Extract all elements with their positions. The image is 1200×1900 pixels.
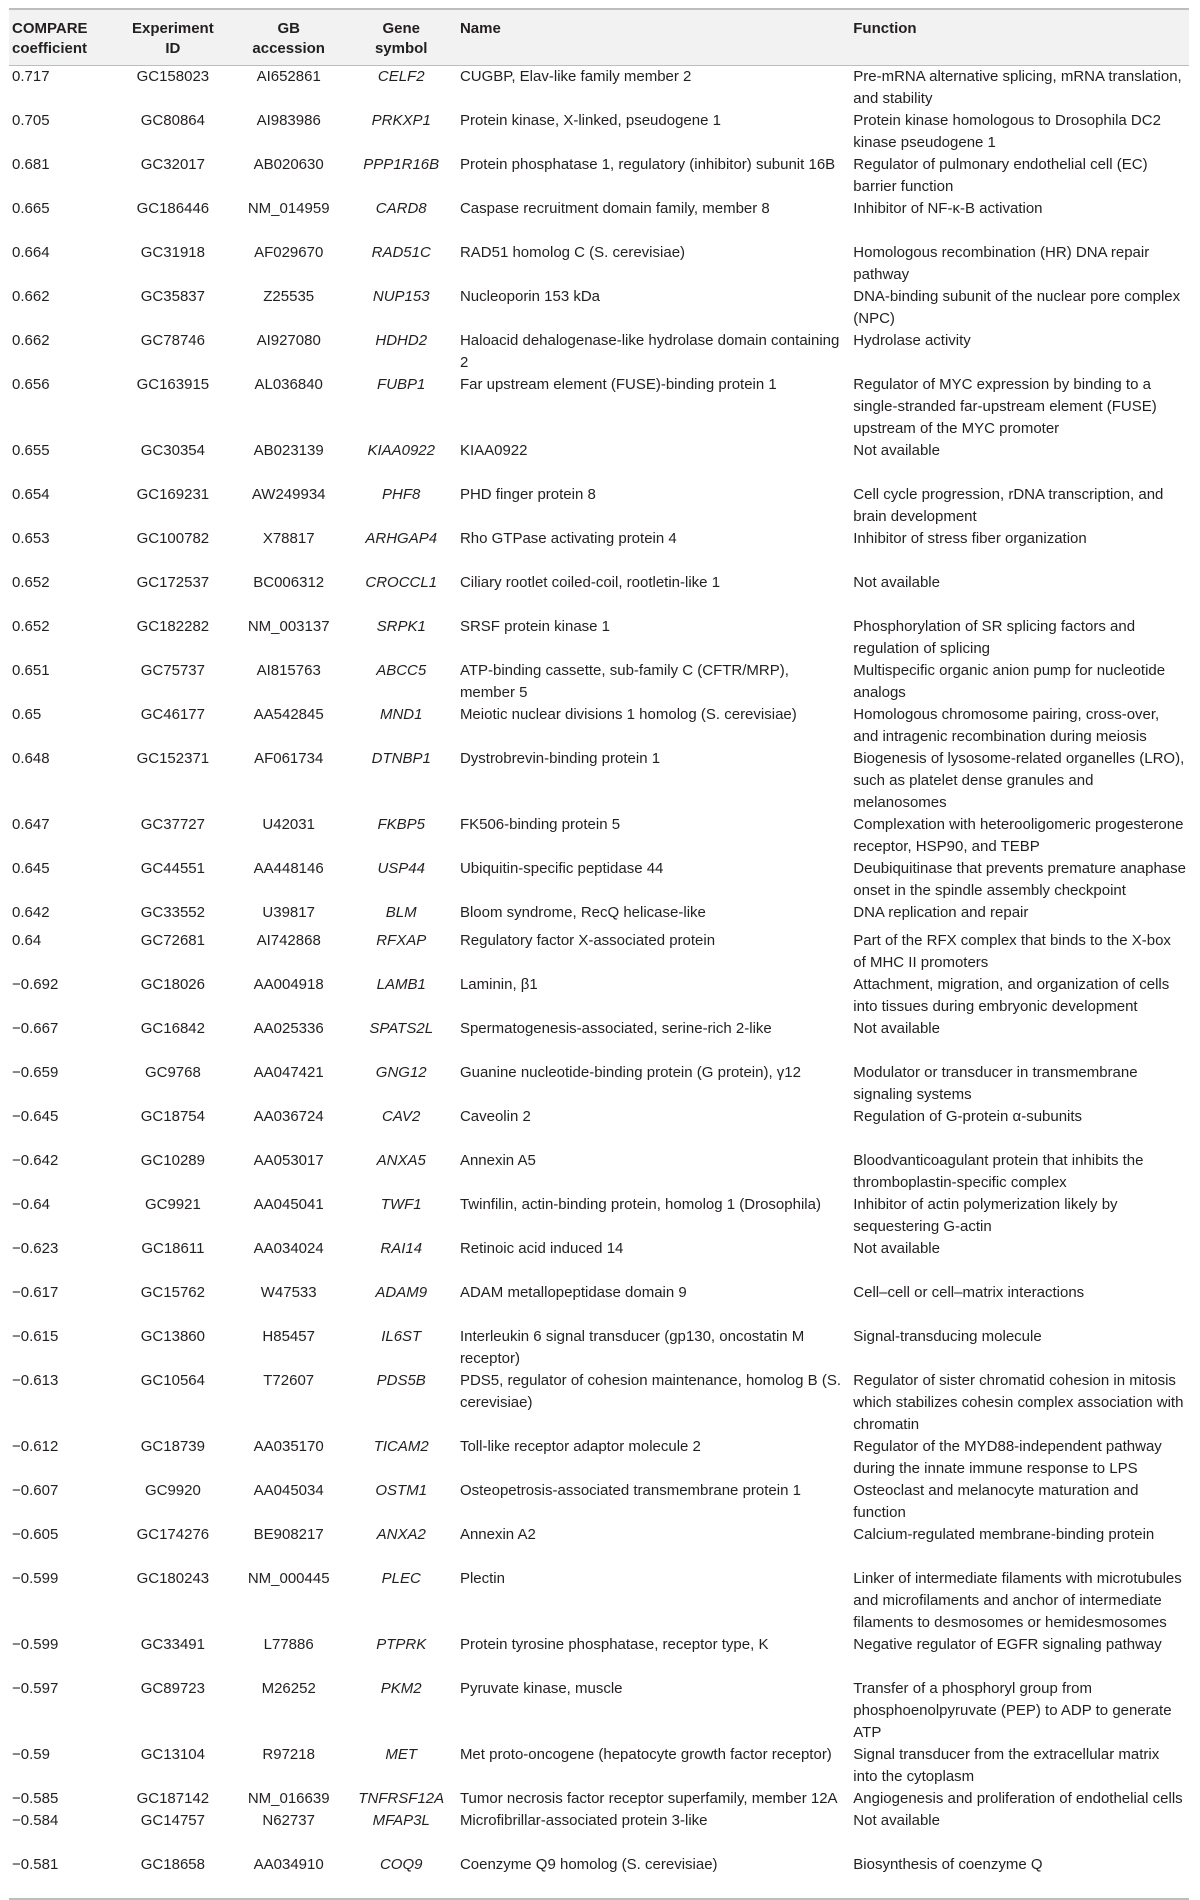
cell-gene-symbol: ADAM9 [375, 1283, 428, 1301]
cell-name: Ciliary rootlet coiled-coil, rootletin-like 1 [459, 573, 721, 591]
cell-name: Bloom syndrome, RecQ helicase-like [459, 903, 706, 921]
cell-compare-coefficient: 0.717 [12, 67, 50, 85]
cell-compare-coefficient: 0.664 [12, 243, 50, 261]
cell-function: Inhibitor of NF-κ-B activation [853, 199, 1043, 217]
cell-experiment-id: GC180243 [136, 1569, 210, 1587]
table-row [9, 1436, 1189, 1480]
cell-function: Pre-mRNA alternative splicing, mRNA translation, and stability [853, 67, 1182, 107]
header-line: accession [252, 40, 325, 57]
cell-function: Deubiquitinase that prevents premature anaphase onset in the spindle assembly checkpoint [853, 859, 1186, 899]
cell-compare-coefficient: −0.692 [12, 975, 59, 993]
cell-experiment-id: GC174276 [136, 1525, 210, 1543]
header-gene-symbol [346, 9, 457, 65]
cell-gene-symbol: SPATS2L [369, 1019, 434, 1037]
cell-gb-accession: X78817 [262, 529, 315, 547]
cell-experiment-id: GC33491 [140, 1635, 205, 1653]
cell-compare-coefficient: 0.64 [12, 931, 42, 949]
table-row [9, 198, 1189, 242]
header-function: Function [853, 20, 917, 37]
cell-function: Calcium-regulated membrane-binding protein [853, 1525, 1155, 1543]
table-row [9, 286, 1189, 330]
header-line: symbol [374, 40, 428, 57]
table-row [9, 1854, 1189, 1899]
cell-compare-coefficient: −0.605 [12, 1525, 59, 1543]
cell-compare-coefficient: 0.647 [12, 815, 50, 833]
cell-gene-symbol: TNFRSF12A [358, 1789, 445, 1807]
cell-name: CUGBP, Elav-like family member 2 [459, 67, 692, 85]
cell-gb-accession: AB020630 [253, 155, 324, 173]
table-row [9, 924, 1189, 974]
cell-compare-coefficient: 0.653 [12, 529, 50, 547]
table-row [9, 484, 1189, 528]
cell-function: Angiogenesis and proliferation of endothelial cells [853, 1789, 1183, 1807]
cell-experiment-id: GC33552 [140, 903, 205, 921]
cell-name: Laminin, β1 [459, 975, 538, 993]
cell-name: Annexin A5 [459, 1151, 536, 1169]
cell-gb-accession: AA036724 [253, 1107, 324, 1125]
cell-gb-accession: AL036840 [254, 375, 323, 393]
cell-experiment-id: GC172537 [136, 573, 210, 591]
header-line: Gene [382, 20, 420, 37]
cell-name: Protein kinase, X-linked, pseudogene 1 [459, 111, 721, 129]
cell-gene-symbol: FKBP5 [377, 815, 425, 833]
cell-experiment-id: GC35837 [140, 287, 205, 305]
cell-experiment-id: GC32017 [140, 155, 205, 173]
cell-gene-symbol: CROCCL1 [365, 573, 438, 591]
table-row [9, 65, 1189, 110]
cell-compare-coefficient: −0.59 [12, 1745, 50, 1763]
cell-name: Guanine nucleotide-binding protein (G protein), γ12 [459, 1063, 801, 1081]
cell-name: Retinoic acid induced 14 [459, 1239, 624, 1257]
table-row [9, 1788, 1189, 1810]
table-row [9, 374, 1189, 440]
cell-compare-coefficient: −0.645 [12, 1107, 59, 1125]
table-row [9, 528, 1189, 572]
cell-compare-coefficient: 0.662 [12, 287, 50, 305]
cell-experiment-id: GC18739 [140, 1437, 205, 1455]
table-row [9, 1568, 1189, 1634]
table-row [9, 1018, 1189, 1062]
cell-gb-accession: AA047421 [253, 1063, 324, 1081]
cell-gb-accession: M26252 [261, 1679, 316, 1697]
cell-compare-coefficient: −0.64 [12, 1195, 50, 1213]
cell-gene-symbol: CAV2 [382, 1107, 421, 1125]
cell-name: Protein tyrosine phosphatase, receptor type, K [459, 1635, 769, 1653]
cell-gene-symbol: KIAA0922 [367, 441, 435, 459]
cell-experiment-id: GC10564 [140, 1371, 205, 1389]
table-row [9, 1238, 1189, 1282]
cell-function: Inhibitor of stress fiber organization [853, 529, 1087, 547]
cell-name: Plectin [459, 1569, 505, 1587]
table-row [9, 1150, 1189, 1194]
cell-function: Signal-transducing molecule [853, 1327, 1042, 1345]
cell-compare-coefficient: 0.65 [12, 705, 42, 723]
table-row [9, 1678, 1189, 1744]
cell-gene-symbol: PRKXP1 [371, 111, 431, 129]
cell-function: Biosynthesis of coenzyme Q [850, 1854, 1189, 1899]
cell-function: Homologous chromosome pairing, cross-over, and intragenic recombination during meiosis [853, 705, 1160, 745]
cell-experiment-id: GC13104 [140, 1745, 205, 1763]
cell-gene-symbol: HDHD2 [375, 331, 428, 349]
table-row [9, 1634, 1189, 1678]
cell-function: Protein kinase homologous to Drosophila DC2 kinase pseudogene 1 [853, 111, 1161, 151]
cell-gene-symbol: CARD8 [375, 199, 427, 217]
cell-gb-accession: W47533 [260, 1283, 317, 1301]
cell-name: Dystrobrevin-binding protein 1 [459, 749, 661, 767]
cell-gene-symbol: ARHGAP4 [365, 529, 438, 547]
cell-function: Not available [853, 1811, 940, 1829]
cell-gb-accession: R97218 [262, 1745, 315, 1763]
cell-function: Biogenesis of lysosome-related organelles (LRO), such as platelet dense granules and melanosomes [853, 749, 1185, 811]
cell-gb-accession: BE908217 [253, 1525, 324, 1543]
cell-compare-coefficient: −0.642 [12, 1151, 59, 1169]
cell-function: Inhibitor of actin polymerization likely by sequestering G-actin [853, 1195, 1118, 1235]
cell-function: Modulator or transducer in transmembrane signaling systems [853, 1063, 1138, 1103]
table-row [9, 440, 1189, 484]
cell-gene-symbol: RAD51C [371, 243, 431, 261]
cell-name: Regulatory factor X-associated protein [459, 931, 716, 949]
gene-table [9, 8, 1189, 1900]
cell-name: Haloacid dehalogenase-like hydrolase domain containing 2 [459, 331, 840, 371]
table-row [9, 1744, 1189, 1788]
table-row [9, 660, 1189, 704]
cell-function: Phosphorylation of SR splicing factors and regulation of splicing [853, 617, 1136, 657]
cell-name: Meiotic nuclear divisions 1 homolog (S. cerevisiae) [459, 705, 797, 723]
cell-function: Not available [853, 1019, 940, 1037]
cell-experiment-id: GC9921 [144, 1195, 201, 1213]
cell-name: Tumor necrosis factor receptor superfamily, member 12A [459, 1789, 838, 1807]
cell-experiment-id: GC100782 [136, 529, 210, 547]
cell-compare-coefficient: 0.642 [12, 903, 50, 921]
cell-compare-coefficient: −0.613 [12, 1371, 59, 1389]
cell-experiment-id: GC158023 [136, 67, 210, 85]
cell-name: ADAM metallopeptidase domain 9 [459, 1283, 687, 1301]
cell-experiment-id: GC10289 [140, 1151, 205, 1169]
table-row [9, 1282, 1189, 1326]
header-line: GB [277, 20, 300, 37]
cell-experiment-id: GC152371 [136, 749, 210, 767]
cell-function: Cell cycle progression, rDNA transcription, and brain development [853, 485, 1164, 525]
cell-experiment-id: GC18611 [141, 1239, 205, 1257]
cell-compare-coefficient: −0.615 [12, 1327, 59, 1345]
table-row [9, 1810, 1189, 1854]
cell-gb-accession: AA045041 [253, 1195, 324, 1213]
cell-name: PHD finger protein 8 [459, 485, 596, 503]
cell-experiment-id: GC18026 [140, 975, 205, 993]
cell-experiment-id: GC44551 [140, 859, 205, 877]
header-name: Name [459, 20, 501, 37]
cell-gene-symbol: PKM2 [380, 1679, 422, 1697]
cell-gene-symbol: GNG12 [375, 1063, 427, 1081]
cell-compare-coefficient: −0.585 [12, 1789, 59, 1807]
table-row [9, 704, 1189, 748]
cell-compare-coefficient: 0.705 [12, 111, 50, 129]
cell-compare-coefficient: 0.681 [12, 155, 50, 173]
cell-function: Regulation of G-protein α-subunits [853, 1107, 1083, 1125]
cell-function: Signal transducer from the extracellular matrix into the cytoplasm [853, 1745, 1160, 1785]
cell-experiment-id: GC15762 [140, 1283, 205, 1301]
cell-compare-coefficient: 0.652 [12, 617, 50, 635]
table-row [9, 748, 1189, 814]
cell-gb-accession: U42031 [262, 815, 315, 833]
cell-function: DNA replication and repair [853, 903, 1029, 921]
cell-gb-accession: BC006312 [253, 573, 325, 591]
cell-gene-symbol: TWF1 [380, 1195, 422, 1213]
cell-gb-accession: AI742868 [256, 931, 321, 949]
cell-gene-symbol: RAI14 [380, 1239, 423, 1257]
table-row [9, 1370, 1189, 1436]
table-row [9, 974, 1189, 1018]
table-row [9, 858, 1189, 902]
cell-name: Coenzyme Q9 homolog (S. cerevisiae) [457, 1854, 850, 1899]
cell-gene-symbol: SRPK1 [376, 617, 426, 635]
cell-experiment-id: GC31918 [140, 243, 205, 261]
cell-experiment-id: GC72681 [140, 931, 205, 949]
cell-name: Annexin A2 [459, 1525, 536, 1543]
cell-name: Caspase recruitment domain family, member 8 [459, 199, 770, 217]
table-row [9, 1062, 1189, 1106]
cell-function: Not available [853, 1239, 940, 1257]
cell-experiment-id: GC14757 [140, 1811, 205, 1829]
cell-name: Caveolin 2 [459, 1107, 531, 1125]
table-row [9, 110, 1189, 154]
cell-name: Toll-like receptor adaptor molecule 2 [459, 1437, 701, 1455]
header-gb-accession [232, 9, 346, 65]
header-compare-coefficient [9, 9, 114, 65]
cell-gene-symbol: PTPRK [376, 1635, 427, 1653]
cell-gene-symbol: MFAP3L [372, 1811, 430, 1829]
cell-gb-accession: AI652861 [256, 67, 321, 85]
cell-name: ATP-binding cassette, sub-family C (CFTR/MRP), member 5 [459, 661, 789, 701]
cell-gb-accession: NM_016639 [247, 1789, 330, 1807]
cell-gb-accession: AW249934 [251, 485, 326, 503]
cell-experiment-id: GC16842 [140, 1019, 205, 1037]
cell-function: Attachment, migration, and organization of cells into tissues during embryonic development [853, 975, 1170, 1015]
cell-gene-symbol: ANXA2 [376, 1525, 426, 1543]
cell-experiment-id: GC187142 [136, 1789, 210, 1807]
cell-function: Linker of intermediate filaments with microtubules and microfilaments and anchor of intermediate filaments to desmosomes or hemidesmosomes [853, 1569, 1182, 1631]
cell-function: Hydrolase activity [853, 331, 971, 349]
cell-name: PDS5, regulator of cohesion maintenance, homolog B (S. cerevisiae) [459, 1371, 841, 1411]
cell-gene-symbol: IL6ST [381, 1327, 422, 1345]
header-experiment-id [114, 9, 232, 65]
cell-compare-coefficient: −0.581 [9, 1854, 114, 1899]
cell-gb-accession: AI983986 [256, 111, 321, 129]
cell-gb-accession: AF061734 [254, 749, 324, 767]
cell-experiment-id: GC13860 [140, 1327, 205, 1345]
table-row [9, 154, 1189, 198]
cell-gb-accession: U39817 [262, 903, 315, 921]
cell-gene-symbol: DTNBP1 [371, 749, 431, 767]
cell-name: Ubiquitin-specific peptidase 44 [459, 859, 664, 877]
cell-experiment-id: GC9768 [144, 1063, 201, 1081]
cell-gb-accession: NM_000445 [247, 1569, 330, 1587]
cell-name: RAD51 homolog C (S. cerevisiae) [459, 243, 686, 261]
table-row [9, 572, 1189, 616]
table-row [9, 1326, 1189, 1370]
cell-name: Protein phosphatase 1, regulatory (inhibitor) subunit 16B [459, 155, 836, 173]
cell-name: Microfibrillar-associated protein 3-like [459, 1811, 708, 1829]
cell-experiment-id: GC186446 [136, 199, 210, 217]
cell-experiment-id: GC46177 [140, 705, 205, 723]
cell-name: Interleukin 6 signal transducer (gp130, oncostatin M receptor) [459, 1327, 805, 1367]
cell-name: Met proto-oncogene (hepatocyte growth factor receptor) [459, 1745, 832, 1763]
cell-name: SRSF protein kinase 1 [459, 617, 611, 635]
cell-gb-accession: AI815763 [256, 661, 321, 679]
cell-gb-accession: NM_003137 [247, 617, 330, 635]
cell-compare-coefficient: −0.599 [12, 1569, 59, 1587]
cell-gene-symbol: MND1 [379, 705, 423, 723]
cell-experiment-id: GC163915 [136, 375, 210, 393]
cell-gb-accession: Z25535 [263, 287, 315, 305]
header-line: ID [165, 40, 181, 57]
cell-function: Homologous recombination (HR) DNA repair pathway [853, 243, 1150, 283]
cell-gb-accession: L77886 [263, 1635, 314, 1653]
cell-name: Far upstream element (FUSE)-binding protein 1 [459, 375, 777, 393]
cell-gene-symbol: OSTM1 [375, 1481, 428, 1499]
cell-gene-symbol: ABCC5 [376, 661, 427, 679]
cell-gb-accession: AA448146 [253, 859, 324, 877]
header-row [9, 9, 1189, 65]
cell-gb-accession: AA034910 [232, 1854, 346, 1899]
cell-experiment-id: GC80864 [140, 111, 205, 129]
cell-experiment-id: GC75737 [140, 661, 205, 679]
cell-function: Osteoclast and melanocyte maturation and function [853, 1481, 1139, 1521]
cell-compare-coefficient: −0.597 [12, 1679, 59, 1697]
table-header [9, 9, 1189, 65]
cell-name: Rho GTPase activating protein 4 [459, 529, 677, 547]
cell-compare-coefficient: −0.667 [12, 1019, 59, 1037]
table-row [9, 1524, 1189, 1568]
cell-function: Regulator of the MYD88-independent pathway during the innate immune response to LPS [853, 1437, 1162, 1477]
cell-gb-accession: AA542845 [253, 705, 324, 723]
cell-compare-coefficient: 0.652 [12, 573, 50, 591]
cell-function: Cell–cell or cell–matrix interactions [853, 1283, 1085, 1301]
cell-gb-accession: AF029670 [254, 243, 324, 261]
header-line: COMPARE [12, 20, 88, 37]
cell-gene-symbol: PHF8 [382, 485, 421, 503]
cell-gb-accession: AI927080 [256, 331, 321, 349]
table-body [9, 65, 1189, 1899]
cell-gb-accession: H85457 [262, 1327, 315, 1345]
cell-experiment-id: GC9920 [144, 1481, 201, 1499]
cell-function: Bloodvanticoagulant protein that inhibits the thromboplastin-specific complex [853, 1151, 1144, 1191]
cell-function: Not available [853, 573, 940, 591]
cell-gene-symbol: USP44 [377, 859, 425, 877]
cell-experiment-id: GC182282 [136, 617, 210, 635]
cell-compare-coefficient: 0.648 [12, 749, 50, 767]
cell-name: Pyruvate kinase, muscle [459, 1679, 623, 1697]
cell-experiment-id: GC18754 [140, 1107, 205, 1125]
cell-experiment-id: GC37727 [140, 815, 205, 833]
cell-function: Not available [853, 441, 940, 459]
cell-name: Osteopetrosis-associated transmembrane protein 1 [459, 1481, 801, 1499]
cell-compare-coefficient: 0.662 [12, 331, 50, 349]
cell-function: Regulator of sister chromatid cohesion in mitosis which stabilizes cohesin complex association with chromatin [853, 1371, 1184, 1433]
cell-gene-symbol: CELF2 [377, 67, 425, 85]
cell-function: Multispecific organic anion pump for nucleotide analogs [853, 661, 1166, 701]
cell-gb-accession: N62737 [262, 1811, 315, 1829]
cell-compare-coefficient: 0.655 [12, 441, 50, 459]
table-row [9, 1194, 1189, 1238]
table-row [9, 330, 1189, 374]
cell-gb-accession: AA035170 [253, 1437, 324, 1455]
cell-gene-symbol: NUP153 [372, 287, 430, 305]
cell-gene-symbol: LAMB1 [376, 975, 426, 993]
cell-experiment-id: GC78746 [140, 331, 205, 349]
cell-gb-accession: AA053017 [253, 1151, 324, 1169]
table-row [9, 242, 1189, 286]
cell-gb-accession: AA034024 [253, 1239, 324, 1257]
cell-compare-coefficient: 0.656 [12, 375, 50, 393]
cell-gene-symbol: BLM [385, 903, 417, 921]
cell-compare-coefficient: −0.612 [12, 1437, 59, 1455]
cell-gene-symbol: TICAM2 [373, 1437, 429, 1455]
cell-compare-coefficient: 0.665 [12, 199, 50, 217]
cell-compare-coefficient: 0.651 [12, 661, 50, 679]
cell-gb-accession: T72607 [263, 1371, 315, 1389]
cell-function: Transfer of a phosphoryl group from phosphoenolpyruvate (PEP) to ADP to generate ATP [853, 1679, 1172, 1741]
cell-compare-coefficient: −0.607 [12, 1481, 59, 1499]
cell-experiment-id: GC18658 [114, 1854, 232, 1899]
cell-compare-coefficient: −0.599 [12, 1635, 59, 1653]
cell-name: Twinfilin, actin-binding protein, homolog 1 (Drosophila) [459, 1195, 821, 1213]
cell-gb-accession: AA025336 [253, 1019, 324, 1037]
cell-compare-coefficient: −0.659 [12, 1063, 59, 1081]
cell-function: Regulator of MYC expression by binding to a single-stranded far-upstream element (FUSE) upstream of the MYC promoter [853, 375, 1157, 437]
cell-function: DNA-binding subunit of the nuclear pore complex (NPC) [853, 287, 1181, 327]
cell-gene-symbol: COQ9 [346, 1854, 457, 1899]
cell-gene-symbol: PDS5B [376, 1371, 426, 1389]
table-row [9, 814, 1189, 858]
cell-function: Negative regulator of EGFR signaling pathway [853, 1635, 1162, 1653]
table-row [9, 902, 1189, 924]
cell-gene-symbol: PPP1R16B [363, 155, 440, 173]
cell-gb-accession: AB023139 [253, 441, 324, 459]
cell-name: FK506-binding protein 5 [459, 815, 621, 833]
cell-gene-symbol: PLEC [381, 1569, 421, 1587]
cell-experiment-id: GC89723 [140, 1679, 205, 1697]
cell-compare-coefficient: −0.617 [12, 1283, 59, 1301]
cell-function: Complexation with heterooligomeric progesterone receptor, HSP90, and TEBP [853, 815, 1184, 855]
table-row [9, 1480, 1189, 1524]
header-line: coefficient [12, 40, 88, 57]
cell-function: Regulator of pulmonary endothelial cell (EC) barrier function [853, 155, 1148, 195]
cell-gene-symbol: RFXAP [376, 931, 427, 949]
cell-gb-accession: AA004918 [253, 975, 324, 993]
cell-compare-coefficient: 0.645 [12, 859, 50, 877]
cell-function: Part of the RFX complex that binds to the X-box of MHC II promoters [853, 931, 1171, 971]
cell-compare-coefficient: −0.623 [12, 1239, 59, 1257]
cell-gene-symbol: FUBP1 [377, 375, 426, 393]
cell-name: Nucleoporin 153 kDa [459, 287, 601, 305]
cell-experiment-id: GC30354 [140, 441, 205, 459]
table-row [9, 616, 1189, 660]
header-line: Experiment [132, 20, 214, 37]
cell-name: KIAA0922 [459, 441, 528, 459]
cell-gb-accession: NM_014959 [247, 199, 330, 217]
cell-gene-symbol: MET [385, 1745, 418, 1763]
cell-compare-coefficient: 0.654 [12, 485, 50, 503]
cell-gene-symbol: ANXA5 [376, 1151, 426, 1169]
cell-compare-coefficient: −0.584 [12, 1811, 59, 1829]
cell-name: Spermatogenesis-associated, serine-rich 2-like [459, 1019, 772, 1037]
cell-gb-accession: AA045034 [253, 1481, 324, 1499]
cell-experiment-id: GC169231 [136, 485, 210, 503]
table-row [9, 1106, 1189, 1150]
